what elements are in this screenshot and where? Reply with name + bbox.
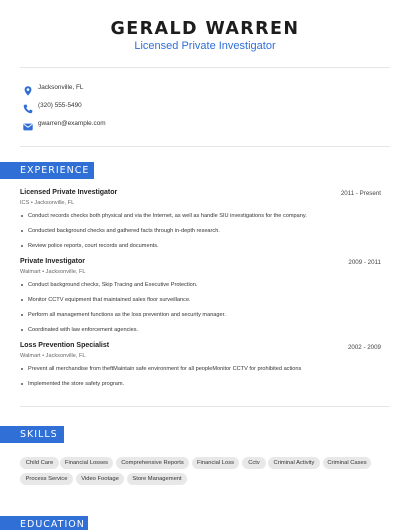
job-company: Walmart • Jacksonville, FL <box>20 353 86 359</box>
bullet-dot <box>21 230 23 232</box>
job-bullet-text: Conducted background checks and gathered facts through in-depth research. <box>28 228 220 234</box>
job-bullet-text: Perform all management functions as the loss prevention and security manager. <box>28 312 226 318</box>
bullet-dot <box>21 215 23 217</box>
job-title: Private Investigator <box>20 258 85 265</box>
job-bullet-text: Coordinated with law enforcement agencies. <box>28 327 139 333</box>
phone-icon <box>22 102 34 114</box>
job-title: Licensed Private Investigator <box>20 189 118 196</box>
bullet-dot <box>21 299 23 301</box>
job-bullet-text: Review police reports, court records and documents. <box>28 243 159 249</box>
skill-chip: Store Management <box>127 473 187 485</box>
job-bullet-text: Prevent all merchandise from theftMaintain safe environment for all peopleMonitor CCTV for prohibited actions <box>28 366 302 372</box>
skill-chip: Cctv <box>242 457 266 469</box>
skills-heading: SKILLS <box>0 426 64 443</box>
skill-chip: Video Footage <box>76 473 124 485</box>
skill-chip: Criminal Cases <box>323 457 371 469</box>
skill-chip: Financial Loss <box>192 457 239 469</box>
bullet-dot <box>21 314 23 316</box>
bullet-dot <box>21 383 23 385</box>
skill-chip: Process Service <box>20 473 73 485</box>
location-text: Jacksonville, FL <box>38 84 84 91</box>
bullet-dot <box>21 245 23 247</box>
header-divider <box>20 67 390 68</box>
job-dates: 2009 - 2011 <box>348 259 381 266</box>
skill-chip: Financial Losses <box>60 457 113 469</box>
skill-chip: Comprehensive Reports <box>116 457 189 469</box>
job-company: Walmart • Jacksonville, FL <box>20 269 86 275</box>
experience-divider <box>20 406 390 407</box>
bullet-dot <box>21 368 23 370</box>
job-bullet-text: Conduct records checks both physical and via the Internet, as well as handle SIU investigations for the company. <box>28 213 307 219</box>
contact-email <box>20 119 380 133</box>
candidate-title: Licensed Private Investigator <box>134 40 276 52</box>
contact-location <box>20 83 380 97</box>
job-dates: 2011 - Present <box>340 190 381 197</box>
phone-text: (320) 555-5490 <box>38 102 82 109</box>
bullet-dot <box>21 329 23 331</box>
location-pin-icon <box>22 84 34 96</box>
contact-divider <box>20 146 390 147</box>
email-text: gwarren@example.com <box>38 120 106 127</box>
job-bullet-text: Implemented the store safety program. <box>28 381 125 387</box>
experience-heading: EXPERIENCE <box>0 162 94 179</box>
contact-phone <box>20 101 380 115</box>
job-bullet-text: Monitor CCTV equipment that maintained sales floor surveillance. <box>28 297 191 303</box>
job-title: Loss Prevention Specialist <box>20 342 110 349</box>
job-bullet-text: Conduct background checks, Skip Tracing and Executive Protection. <box>28 282 198 288</box>
job-dates: 2002 - 2009 <box>347 344 381 351</box>
bullet-dot <box>21 284 23 286</box>
candidate-name: GERALD WARREN <box>110 19 300 39</box>
skill-chip: Criminal Activity <box>268 457 320 469</box>
education-heading: EDUCATION <box>0 516 88 530</box>
skill-chip: Child Care <box>20 457 59 469</box>
email-icon <box>22 120 34 132</box>
job-company: ICS • Jacksonville, FL <box>20 200 75 206</box>
